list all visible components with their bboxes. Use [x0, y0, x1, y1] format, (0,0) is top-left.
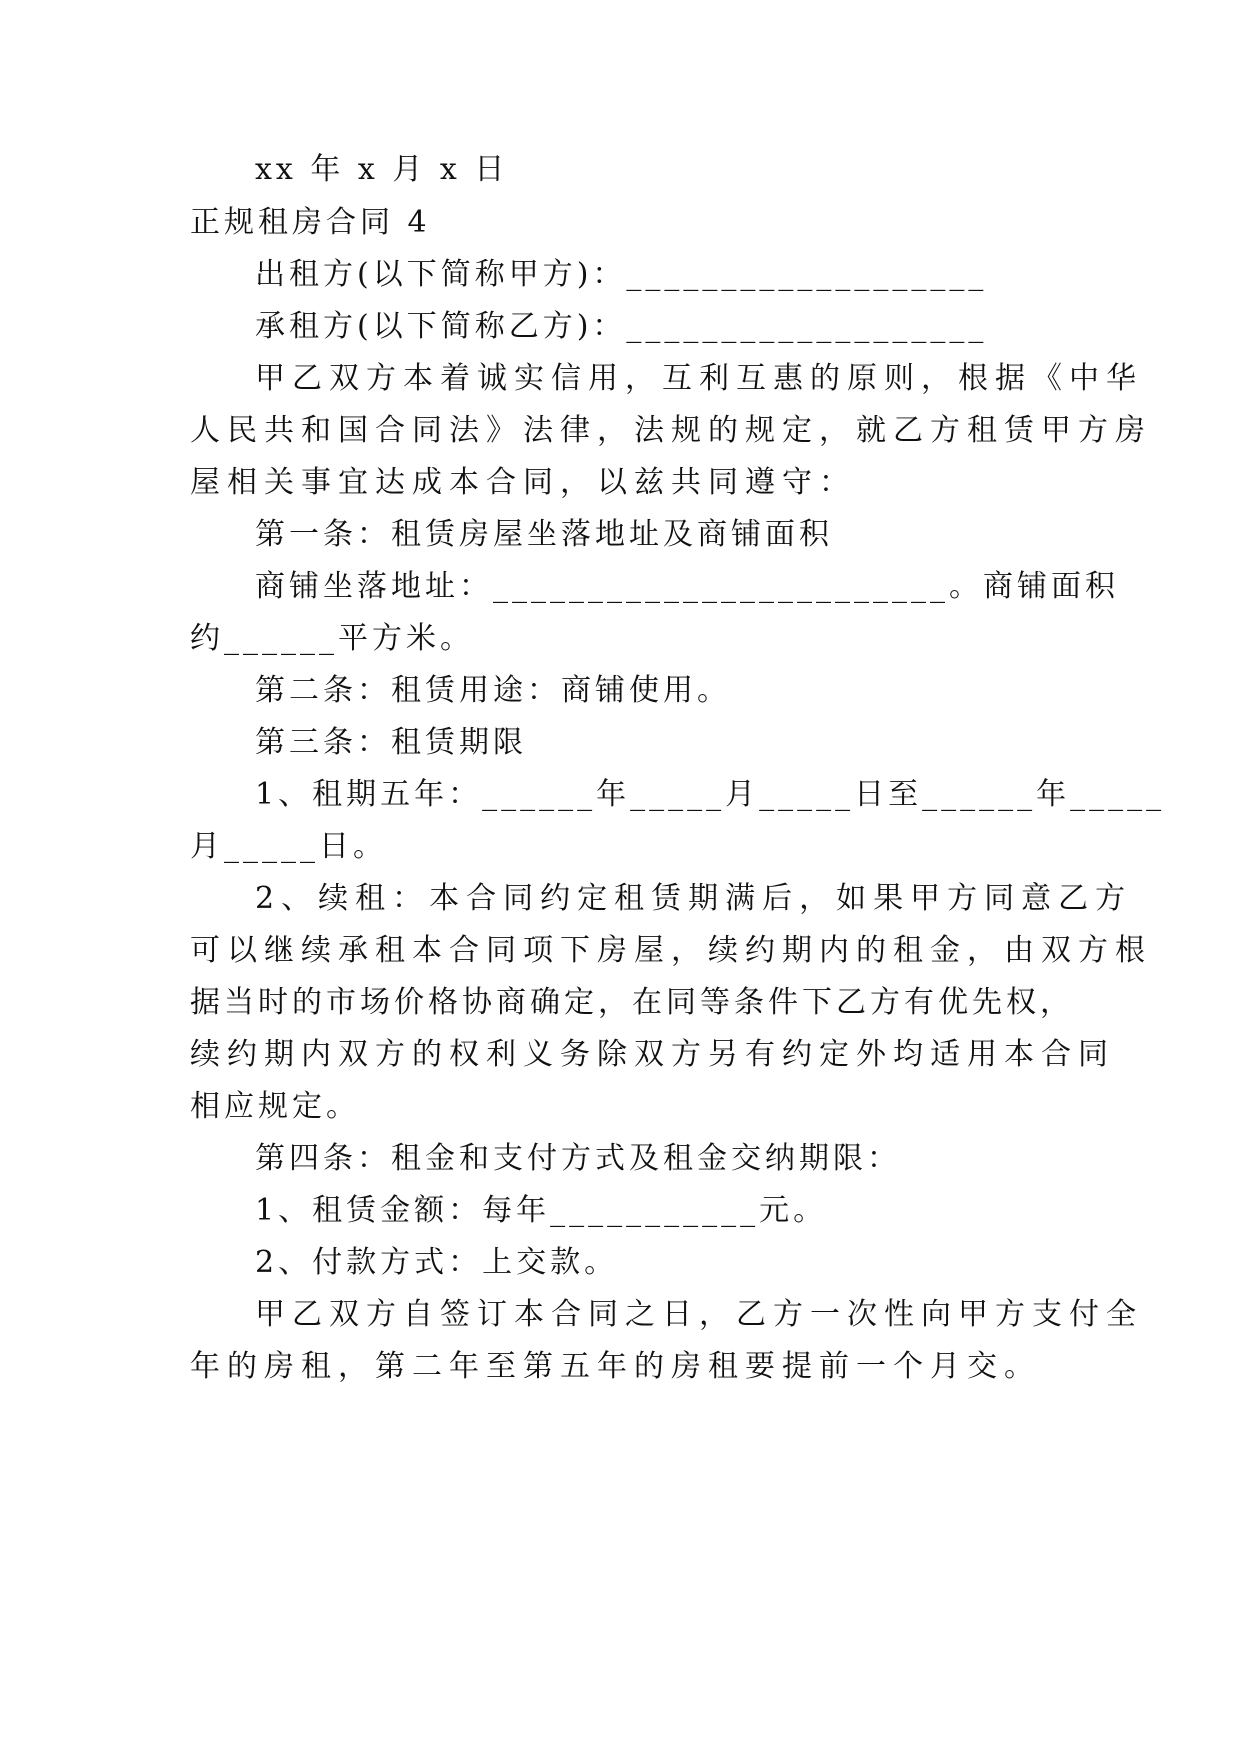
payment-method-line: 2、付款方式：上交款。 — [255, 1245, 619, 1280]
paragraph-line: 年的房租，第二年至第五年的房租要提前一个月交。 — [190, 1349, 1041, 1384]
shop-area-field: 约______平方米。 — [190, 621, 474, 656]
lease-term-field-cont: 月_____日。 — [190, 829, 387, 864]
paragraph-line: 甲乙双方本着诚实信用，互利互惠的原则，根据《中华 — [255, 361, 1143, 396]
lessor-field: 出租方(以下简称甲方)：___________________ — [255, 257, 988, 292]
rent-amount-field: 1、租赁金额：每年___________元。 — [255, 1193, 828, 1228]
paragraph-line: 可以继续承租本合同项下房屋，续约期内的租金，由双方根 — [190, 933, 1152, 968]
paragraph-line: 续约期内双方的权利义务除双方另有约定外均适用本合同 — [190, 1037, 1115, 1072]
paragraph-line: 据当时的市场价格协商确定，在同等条件下乙方有优先权， — [190, 985, 1074, 1020]
paragraph-line: 2、续租：本合同约定租赁期满后，如果甲方同意乙方 — [255, 881, 1133, 916]
paragraph-line: 甲乙双方自签订本合同之日，乙方一次性向甲方支付全 — [255, 1297, 1143, 1332]
article-2-heading: 第二条：租赁用途：商铺使用。 — [255, 673, 731, 708]
paragraph-line: 屋相关事宜达成本合同，以兹共同遵守： — [190, 465, 856, 500]
paragraph-line: 相应规定。 — [190, 1089, 360, 1124]
lease-term-field: 1、租期五年：______年_____月_____日至______年_____ — [255, 777, 1166, 812]
article-1-heading: 第一条：租赁房屋坐落地址及商铺面积 — [255, 517, 833, 552]
shop-address-field: 商铺坐落地址：________________________。商铺面积 — [255, 569, 1119, 604]
date-line: xx 年 x 月 x 日 — [255, 152, 509, 187]
paragraph-line: 人民共和国合同法》法律，法规的规定，就乙方租赁甲方房 — [190, 413, 1152, 448]
article-4-heading: 第四条：租金和支付方式及租金交纳期限： — [255, 1141, 901, 1176]
document-title: 正规租房合同 4 — [190, 205, 431, 240]
lessee-field: 承租方(以下简称乙方)：___________________ — [255, 309, 988, 344]
article-3-heading: 第三条：租赁期限 — [255, 725, 527, 760]
